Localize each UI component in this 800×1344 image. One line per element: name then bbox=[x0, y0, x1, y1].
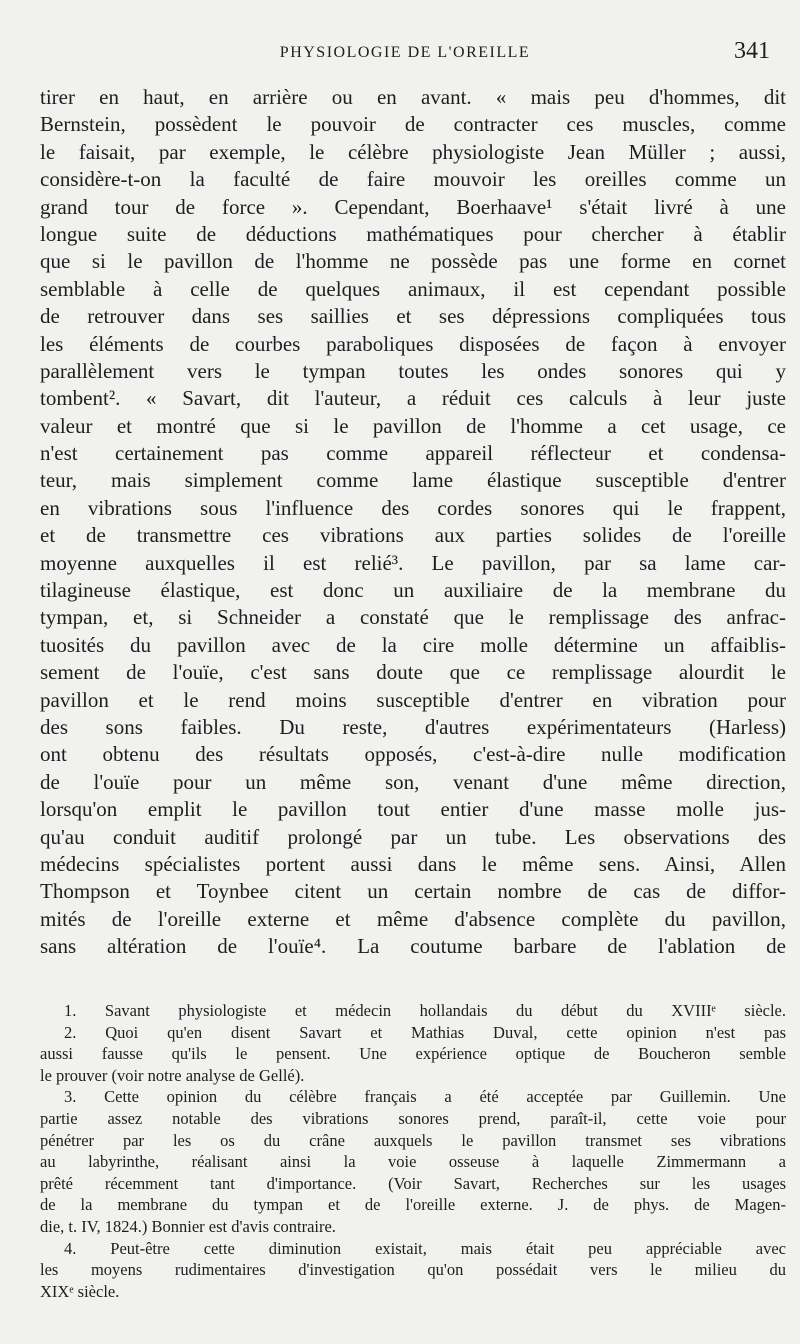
footnote-line: pénétrer par les os du crâne auxquels le pavillon transmet ses vibrations bbox=[40, 1130, 786, 1150]
body-line: Bernstein, possèdent le pouvoir de contracter ces muscles, comme bbox=[40, 112, 786, 137]
body-line: tombent². « Savart, dit l'auteur, a réduit ces calculs à leur juste bbox=[40, 386, 786, 411]
body-line: les éléments de courbes paraboliques disposées de façon à envoyer bbox=[40, 331, 786, 356]
footnotes bbox=[40, 1000, 786, 1302]
body-line: tirer en haut, en arrière ou en avant. « mais peu d'hommes, dit bbox=[40, 85, 786, 109]
footnote-line: partie assez notable des vibrations sonores prend, paraît-il, cette voie pour bbox=[40, 1108, 786, 1128]
body-line: tympan, et, si Schneider a constaté que le remplissage des anfrac- bbox=[40, 605, 786, 630]
body-line: médecins spécialistes portent aussi dans le même sens. Ainsi, Allen bbox=[40, 851, 786, 876]
body-line: Thompson et Toynbee citent un certain nombre de cas de diffor- bbox=[40, 879, 786, 904]
body-line: et de transmettre ces vibrations aux parties solides de l'oreille bbox=[40, 523, 786, 548]
body-line: sans altération de l'ouïe⁴. La coutume barbare de l'ablation de bbox=[40, 934, 786, 959]
footnote-line: au labyrinthe, réalisant ainsi la voie osseuse à laquelle Zimmermann a bbox=[40, 1152, 786, 1172]
body-line: tilagineuse élastique, est donc un auxiliaire de la membrane du bbox=[40, 578, 786, 603]
body-line: des sons faibles. Du reste, d'autres expérimentateurs (Harless) bbox=[40, 714, 786, 739]
body-line: sement de l'ouïe, c'est sans doute que ce remplissage alourdit le bbox=[40, 660, 786, 685]
body-line: grand tour de force ». Cependant, Boerhaave¹ s'était livré à une bbox=[40, 194, 786, 219]
body-line: tuosités du pavillon avec de la cire molle détermine un affaiblis- bbox=[40, 632, 786, 657]
body-line: de l'ouïe pour un même son, venant d'une même direction, bbox=[40, 769, 786, 794]
running-title: PHYSIOLOGIE DE L'OREILLE bbox=[279, 44, 531, 61]
body-line: qu'au conduit auditif prolongé par un tube. Les observations des bbox=[40, 824, 786, 849]
body-line: n'est certainement pas comme appareil réflecteur et condensa- bbox=[40, 441, 786, 466]
body-line: moyenne auxquelles il est relié³. Le pavillon, par sa lame car- bbox=[40, 550, 786, 575]
footnote-line: les moyens rudimentaires d'investigation qu'on possédait vers le milieu du bbox=[40, 1260, 786, 1280]
footnote-line: XIXᵉ siècle. bbox=[40, 1281, 120, 1301]
footnote-line: de la membrane du tympan et de l'oreille externe. J. de phys. de Magen- bbox=[40, 1195, 786, 1215]
footnote-3: 3. Cette opinion du célèbre français a été acceptée par Guillemin. Une bbox=[64, 1087, 786, 1107]
body-line: parallèlement vers le tympan toutes les ondes sonores qui y bbox=[40, 358, 786, 383]
footnote-line: prêté récemment tant d'importance. (Voir Savart, Recherches sur les usages bbox=[40, 1173, 786, 1193]
footnote-line: die, t. IV, 1824.) Bonnier est d'avis contraire. bbox=[40, 1216, 336, 1236]
body-line: que si le pavillon de l'homme ne possède pas une forme en cornet bbox=[40, 249, 786, 274]
running-head bbox=[40, 38, 770, 70]
body-line: longue suite de déductions mathématiques pour chercher à établir bbox=[40, 221, 786, 246]
body-text bbox=[40, 84, 786, 961]
body-line: mités de l'oreille externe et même d'absence complète du pavillon, bbox=[40, 906, 786, 931]
body-line: semblable à celle de quelques animaux, il est cependant possible bbox=[40, 276, 786, 301]
body-line: lorsqu'on emplit le pavillon tout entier d'une masse molle jus- bbox=[40, 797, 786, 822]
footnote-1: 1. Savant physiologiste et médecin hollandais du début du XVIIIᵉ siècle. bbox=[64, 1001, 786, 1020]
body-line: en vibrations sous l'influence des cordes sonores qui le frappent, bbox=[40, 495, 786, 520]
body-line: ont obtenu des résultats opposés, c'est-à-dire nulle modification bbox=[40, 742, 786, 767]
body-line: de retrouver dans ses saillies et ses dépressions compliquées tous bbox=[40, 304, 786, 329]
body-line: pavillon et le rend moins susceptible d'entrer en vibration pour bbox=[40, 687, 786, 712]
footnote-4: 4. Peut-être cette diminution existait, mais était peu appréciable avec bbox=[64, 1238, 786, 1258]
body-line: le faisait, par exemple, le célèbre physiologiste Jean Müller ; aussi, bbox=[40, 139, 786, 164]
footnote-line: le prouver (voir notre analyse de Gellé). bbox=[40, 1065, 305, 1085]
footnote-2: 2. Quoi qu'en disent Savart et Mathias Duval, cette opinion n'est pas bbox=[64, 1022, 786, 1042]
page-number: 341 bbox=[734, 38, 770, 64]
body-line: teur, mais simplement comme lame élastique susceptible d'entrer bbox=[40, 468, 786, 493]
body-line: considère-t-on la faculté de faire mouvoir les oreilles comme un bbox=[40, 167, 786, 192]
body-line: valeur et montré que si le pavillon de l'homme a cet usage, ce bbox=[40, 413, 786, 438]
footnote-line: aussi fausse qu'ils le pensent. Une expérience optique de Boucheron semble bbox=[40, 1044, 786, 1064]
